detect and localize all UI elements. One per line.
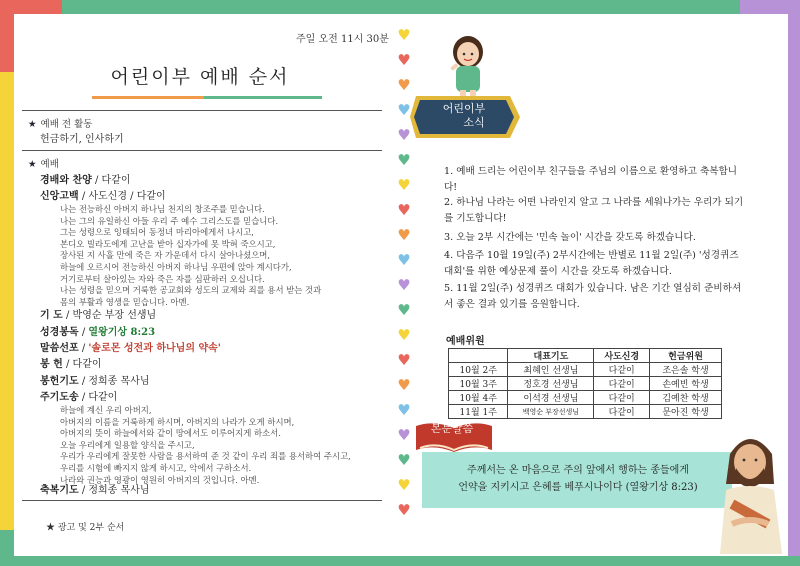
news-badge-line-1: 어린이부 bbox=[442, 102, 486, 115]
scripture-reading bbox=[40, 323, 155, 338]
heart-icon: ♥ bbox=[397, 176, 411, 194]
heart-icon: ♥ bbox=[397, 126, 411, 144]
lords-prayer-label: 주기도송 bbox=[40, 392, 79, 403]
star-icon: ★ bbox=[46, 523, 58, 533]
table-cell: 문아진 학생 bbox=[650, 405, 722, 419]
heart-icon: ♥ bbox=[397, 351, 411, 369]
lords-prayer-line: 나라와 권능과 영광이 영원히 아버지의 것입니다. 아멘. bbox=[60, 474, 260, 485]
heart-icon: ♥ bbox=[397, 51, 411, 69]
table-cell: 10월 2주 bbox=[449, 363, 508, 377]
creed bbox=[40, 187, 166, 202]
heart-icon: ♥ bbox=[397, 376, 411, 394]
table-row bbox=[449, 363, 722, 377]
lords-prayer-line: 우리가 우리에게 잘못한 사람을 용서하여 준 것 같이 우리 죄를 용서하여 주시고, bbox=[60, 451, 351, 462]
table-row bbox=[449, 391, 722, 405]
table-cell: 백영순 부장선생님 bbox=[508, 405, 594, 419]
table-row bbox=[449, 405, 722, 419]
star-icon: ★ bbox=[28, 119, 37, 130]
offering-prayer-label: 봉헌기도 bbox=[40, 376, 79, 387]
pre-worship-heading-text: 예배 전 활동 bbox=[40, 119, 93, 130]
heart-icon: ♥ bbox=[397, 251, 411, 269]
creed-who: / 사도신경 / 다같이 bbox=[78, 191, 166, 202]
news-badge-label bbox=[420, 102, 508, 130]
table-cell: 11월 1주 bbox=[449, 405, 508, 419]
table-cell: 10월 3주 bbox=[449, 377, 508, 391]
heart-icon: ♥ bbox=[397, 426, 411, 444]
heart-icon: ♥ bbox=[397, 476, 411, 494]
benediction-label: 축복기도 bbox=[40, 485, 79, 496]
table-row bbox=[449, 377, 722, 391]
prayer-who: / 박영순 부장 선생님 bbox=[62, 310, 157, 321]
table-cell: 최혜인 선생님 bbox=[508, 363, 594, 377]
heart-icon: ♥ bbox=[397, 226, 411, 244]
verse-line-2: 언약을 지키시고 은혜를 베푸시나이다 (열왕기상 8:23) bbox=[458, 482, 698, 493]
pre-worship-heading bbox=[28, 116, 92, 130]
roster-header-cell bbox=[449, 349, 508, 363]
news-item: 4. 다음주 10월 19일(주) 2부시간에는 반별로 11월 2일(주) '성경퀴즈대회'를 위한 예상문제 풀이 시간을 갖도록 하겠습니다. bbox=[444, 250, 739, 277]
title-underline-green bbox=[204, 96, 322, 99]
creed-line: 하늘에 오르시어 전능하신 아버지 하나님 우편에 앉아 계시다가, bbox=[60, 262, 292, 272]
call-label: 경배와 찬양 bbox=[40, 175, 92, 186]
offering-label: 봉 헌 bbox=[40, 359, 63, 370]
offering-who: / 다같이 bbox=[62, 359, 102, 370]
roster-header-row bbox=[449, 349, 722, 363]
scripture-sep: / bbox=[78, 327, 89, 338]
scripture-ref: 열왕기상 8:23 bbox=[88, 327, 156, 338]
lords-prayer-line: 하늘에 계신 우리 아버지, bbox=[60, 405, 152, 415]
frame-top-border bbox=[0, 0, 800, 14]
heart-icon: ♥ bbox=[397, 26, 411, 44]
creed-line: 장사된 지 사흘 만에 죽은 자 가운데서 다시 살아나셨으며, bbox=[60, 250, 271, 261]
offering-prayer bbox=[40, 372, 150, 387]
footer-note-text: 광고 및 2부 순서 bbox=[57, 523, 125, 533]
creed-line: 그는 성령으로 잉태되어 동정녀 마리아에게서 나시고, bbox=[60, 227, 254, 238]
heart-icon: ♥ bbox=[397, 151, 411, 169]
verse-label: 본문말씀 bbox=[430, 422, 474, 435]
table-cell: 정호경 선생님 bbox=[508, 377, 594, 391]
news-badge-line-2: 소식 bbox=[463, 116, 485, 129]
call-who: / 다같이 bbox=[91, 175, 131, 186]
table-cell: 다같이 bbox=[594, 377, 650, 391]
lords-prayer bbox=[40, 388, 117, 403]
verse-line-1: 주께서는 온 마음으로 주의 앞에서 행하는 종들에게 bbox=[467, 465, 689, 476]
prayer-label: 기 도 bbox=[40, 310, 63, 321]
roster-table bbox=[448, 348, 722, 419]
table-cell: 10월 4주 bbox=[449, 391, 508, 405]
title-underline-orange bbox=[92, 96, 204, 99]
heart-icon: ♥ bbox=[397, 76, 411, 94]
call-to-worship bbox=[40, 171, 131, 186]
sermon-label: 말씀선포 bbox=[40, 343, 79, 354]
news-item: 5. 11월 2일(주) 성경퀴즈 대회가 있습니다. 남은 기간 열심히 준비하셔서 좋은 결과 있기를 응원합니다. bbox=[444, 283, 742, 310]
creed-line: 나는 성령을 믿으며 거룩한 공교회와 성도의 교제와 죄를 용서 받는 것과 bbox=[60, 285, 322, 296]
creed-label: 신앙고백 bbox=[40, 191, 79, 202]
creed-line: 본디오 빌라도에게 고난을 받아 십자가에 못 박혀 죽으시고, bbox=[60, 238, 276, 249]
footer-note bbox=[46, 520, 124, 533]
lords-prayer-who: / 다같이 bbox=[78, 392, 118, 403]
table-cell: 조은솔 학생 bbox=[650, 363, 722, 377]
roster-header-cell: 헌금위원 bbox=[650, 349, 722, 363]
frame-left-border bbox=[0, 0, 14, 566]
sermon-sep: / bbox=[78, 343, 89, 354]
time-label: 주일 오전 11시 30분 bbox=[296, 34, 389, 45]
star-icon: ★ bbox=[28, 159, 37, 170]
benediction bbox=[40, 481, 150, 496]
table-cell: 다같이 bbox=[594, 405, 650, 419]
news-item: 1. 예배 드리는 어린이부 친구들을 주님의 이름으로 환영하고 축복합니다! bbox=[444, 166, 738, 193]
divider bbox=[22, 500, 382, 501]
creed-line: 나는 전능하신 아버지 하나님 천지의 창조주를 믿습니다. bbox=[60, 204, 265, 214]
creed-line: 몸의 부활과 영생을 믿습니다. 아멘. bbox=[60, 296, 190, 307]
page-title: 어린이부 예배 순서 bbox=[110, 66, 290, 88]
heart-icon: ♥ bbox=[397, 326, 411, 344]
lords-prayer-line: 아버지의 뜻이 하늘에서와 같이 땅에서도 이루어지게 하소서. bbox=[60, 428, 281, 439]
heart-icon: ♥ bbox=[397, 301, 411, 319]
frame-bottom-border bbox=[0, 556, 800, 566]
heart-icon: ♥ bbox=[397, 501, 411, 519]
creed-line: 나는 그의 유일하신 아들 우리 주 예수 그리스도를 믿습니다. bbox=[60, 215, 279, 226]
table-cell: 다같이 bbox=[594, 363, 650, 377]
heart-icon: ♥ bbox=[397, 451, 411, 469]
lords-prayer-line: 오늘 우리에게 일용할 양식을 주시고, bbox=[60, 439, 195, 450]
benediction-who: / 정희종 목사님 bbox=[78, 485, 150, 496]
pre-worship-item: 헌금하기, 인사하기 bbox=[40, 134, 124, 145]
prayer bbox=[40, 306, 156, 321]
heart-icon: ♥ bbox=[397, 101, 411, 119]
jesus-illustration bbox=[712, 424, 788, 554]
roster-header-cell: 대표기도 bbox=[508, 349, 594, 363]
lords-prayer-line: 우리를 시험에 빠지지 않게 하시고, 악에서 구하소서. bbox=[60, 463, 252, 473]
heart-icon: ♥ bbox=[397, 276, 411, 294]
heart-icon: ♥ bbox=[397, 401, 411, 419]
divider bbox=[22, 150, 382, 151]
scripture-label: 성경봉독 bbox=[40, 327, 79, 338]
frame-left-top-accent bbox=[0, 0, 14, 72]
lords-prayer-line: 아버지의 이름을 거룩하게 하시며, 아버지의 나라가 오게 하시며, bbox=[60, 416, 295, 427]
table-cell: 다같이 bbox=[594, 391, 650, 405]
news-item: 2. 하나님 나라는 어떤 나라인지 알고 그 나라를 세워나가는 우리가 되기를 기도합니다! bbox=[444, 197, 744, 224]
frame-right-border bbox=[788, 0, 800, 566]
worship-heading-text: 예배 bbox=[40, 159, 59, 170]
sermon bbox=[40, 339, 221, 354]
divider bbox=[22, 110, 382, 111]
verse-text bbox=[428, 462, 728, 496]
table-cell: 손예빈 학생 bbox=[650, 377, 722, 391]
roster-header-cell: 사도신경 bbox=[594, 349, 650, 363]
news-item: 3. 오늘 2부 시간에는 '민속 놀이' 시간을 갖도록 하겠습니다. bbox=[444, 232, 696, 243]
sermon-title: '솔로몬 성전과 하나님의 약속' bbox=[88, 343, 221, 354]
creed-line: 거기로부터 살아있는 자와 죽은 자를 심판하러 오십니다. bbox=[60, 273, 265, 284]
heart-icon: ♥ bbox=[397, 201, 411, 219]
offering bbox=[40, 355, 102, 370]
roster-title: 예배위원 bbox=[446, 336, 485, 347]
worship-heading bbox=[28, 156, 59, 170]
offering-prayer-who: / 정희종 목사님 bbox=[78, 376, 150, 387]
table-cell: 김예찬 학생 bbox=[650, 391, 722, 405]
table-cell: 이석경 선생님 bbox=[508, 391, 594, 405]
